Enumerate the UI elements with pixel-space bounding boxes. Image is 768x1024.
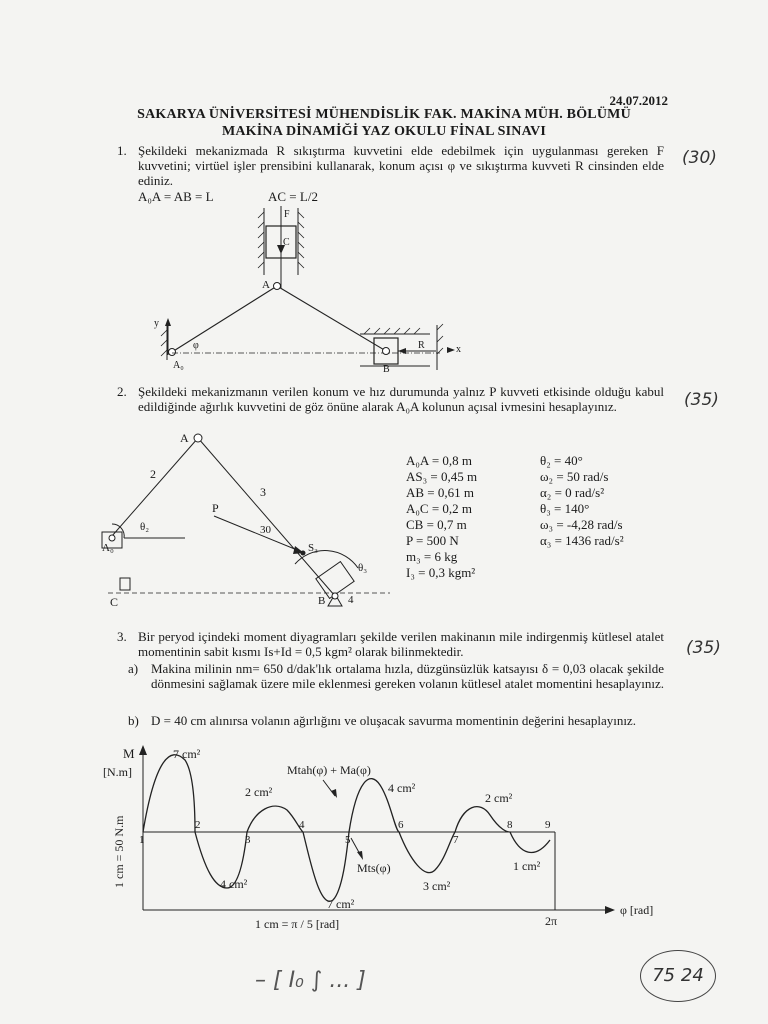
fig2-label-theta2: θ₂ <box>140 521 150 533</box>
param-theta3: θ₃ = 140° <box>540 501 590 516</box>
area-2: 4 cm² <box>220 877 248 891</box>
q3-text: Bir peryod içindeki moment diyagramları şekilde verilen makinanın mile indirgenmiş kütlesel atalet momentinin sabit kısmı Is+Id = 0,5 kgm² olarak bilinmektedir. <box>138 629 664 659</box>
param-a0c: A₀C = 0,2 m <box>406 501 473 516</box>
fig2-label-b: B <box>318 595 326 607</box>
x-scale-label: 1 cm = π / 5 [rad] <box>255 917 340 931</box>
param-as3: AS₃ = 0,45 m <box>406 469 478 484</box>
q1-number: 1. <box>117 143 127 158</box>
param-cb: CB = 0,7 m <box>406 517 467 532</box>
fig2-label-s3: S₃ <box>308 542 318 554</box>
link-a0a <box>172 286 277 352</box>
label-f: F <box>284 209 290 220</box>
handwritten-formula: – [ I₀ ∫ ... ] <box>255 968 366 993</box>
point-3: 3 <box>245 834 251 846</box>
y-scale-label: 1 cm = 50 N.m <box>112 815 126 888</box>
q3-a-label: a) <box>128 661 139 676</box>
q2-number: 2. <box>117 384 127 399</box>
area-6: 3 cm² <box>423 879 451 893</box>
q1-given-links: A₀A = AB = L <box>138 189 214 204</box>
label-r: R <box>418 340 425 351</box>
x-end-label: 2π <box>545 914 558 928</box>
param-omega2: ω₂ = 50 rad/s <box>540 469 609 484</box>
q2-mechanism-figure <box>100 428 400 618</box>
q2-score-mark: (35) <box>684 390 719 410</box>
y-axis-label: M <box>123 746 135 761</box>
joint-a0 <box>169 349 176 356</box>
label-c: C <box>283 237 290 248</box>
param-omega3: ω₃ = -4,28 rad/s <box>540 517 623 532</box>
fig2-label-c: C <box>110 595 119 609</box>
header-exam-title: MAKİNA DİNAMİĞİ YAZ OKULU FİNAL SINAVI <box>221 124 547 139</box>
q3-score-mark: (35) <box>686 638 721 658</box>
header-university: SAKARYA ÜNİVERSİTESİ MÜHENDİSLİK FAK. MAKİNA MÜH. BÖLÜMÜ <box>137 107 631 122</box>
area-8: 1 cm² <box>513 859 541 873</box>
fig2-label-p: P <box>212 501 219 515</box>
area-5: 4 cm² <box>388 781 416 795</box>
q1-mechanism-figure <box>140 200 480 375</box>
point-4: 4 <box>299 819 305 831</box>
fig2-label-theta3: θ₃ <box>358 562 368 574</box>
fig2-label-3: 3 <box>260 485 266 499</box>
fig2-label-4: 4 <box>348 594 354 606</box>
point-7: 7 <box>453 834 459 846</box>
curve-label-mtah: Mtah(φ) + Ma(φ) <box>287 763 371 777</box>
link-ab <box>277 286 386 351</box>
param-alpha2: α₂ = 0 rad/s² <box>540 485 605 500</box>
param-m3: m₃ = 6 kg <box>406 549 458 564</box>
param-ab: AB = 0,61 m <box>406 485 475 500</box>
q3-number: 3. <box>117 629 127 644</box>
q2-text: Şekildeki mekanizmanın verilen konum ve hız durumunda yalnız P kuvveti etkisinde olduğu kabul edildiğinde ağırlık kuvvetini de göz önüne alarak A₀A kolunun açısal ivmesini hesaplayınız. <box>138 384 664 414</box>
label-a0: A₀ <box>173 360 184 371</box>
q1-text: Şekildeki mekanizmada R sıkıştırma kuvvetini elde edebilmek için uygulanması gereken F kuvvetini; virtüel işler prensibini kullanarak, konum açısı φ ve sıkıştırma kuvveti R cinsinden elde ediniz. <box>138 143 664 188</box>
joint-a <box>274 283 281 290</box>
label-phi: φ <box>193 340 199 351</box>
point-5: 5 <box>345 834 351 846</box>
area-7: 2 cm² <box>485 791 513 805</box>
q3-a-text: Makina milinin nm= 650 d/dak'lık ortalama hızla, düzgünsüzlük katsayısı δ = 0,03 olacak şekilde dönmesini sağlamak üzere mile eklenmesi gereken volanın kütlesel atalet momentini hesaplayınız. <box>151 661 664 691</box>
exam-date: 24.07.2012 <box>609 93 668 108</box>
q2-params-right <box>540 453 624 549</box>
y-axis-unit: [N.m] <box>103 765 132 779</box>
label-a: A <box>262 279 270 291</box>
fig2-label-a: A <box>180 431 189 445</box>
q1-given-ac: AC = L/2 <box>268 189 318 204</box>
point-2: 2 <box>195 819 201 831</box>
q1-score-mark: (30) <box>682 148 717 168</box>
area-4: 7 cm² <box>327 897 355 911</box>
param-alpha3: α₃ = 1436 rad/s² <box>540 533 624 548</box>
fig2-label-30: 30 <box>260 524 271 536</box>
curve-label-mts: Mts(φ) <box>357 861 391 875</box>
circled-score: 75 24 <box>640 950 716 1002</box>
point-1: 1 <box>139 834 145 846</box>
q3-b-text: D = 40 cm alınırsa volanın ağırlığını ve oluşacak savurma momentinin değerini hesaplayınız. <box>151 713 636 728</box>
area-1: 7 cm² <box>173 747 201 761</box>
q3-b-label: b) <box>128 713 139 728</box>
label-x: x <box>456 344 461 355</box>
param-theta2: θ₂ = 40° <box>540 453 583 468</box>
joint-b <box>383 348 390 355</box>
point-6: 6 <box>398 819 404 831</box>
area-3: 2 cm² <box>245 785 273 799</box>
label-y: y <box>154 318 159 329</box>
q2-params-left <box>406 453 477 581</box>
point-8: 8 <box>507 819 513 831</box>
point-9: 9 <box>545 819 551 831</box>
param-a0a: A₀A = 0,8 m <box>406 453 473 468</box>
fig2-label-a0: A₀ <box>102 542 114 554</box>
param-p: P = 500 N <box>406 533 459 548</box>
param-i3: I₃ = 0,3 kgm² <box>406 565 476 580</box>
fig2-label-2: 2 <box>150 467 156 481</box>
x-axis-label: φ [rad] <box>620 903 654 917</box>
label-b: B <box>383 364 390 375</box>
moment-diagram <box>95 740 665 935</box>
